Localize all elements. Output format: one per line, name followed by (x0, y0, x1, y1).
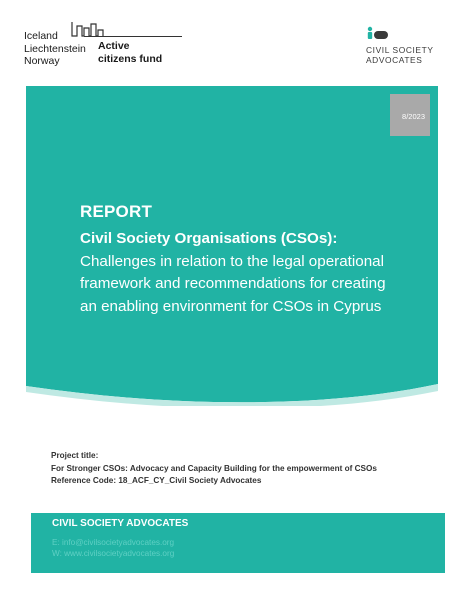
footer-contact-details (52, 537, 174, 559)
partner-name-line-1: CIVIL SOCIETY (366, 45, 434, 55)
report-title-subtitle: Challenges in relation to the legal operational framework and recommendations for creating an enabling environment for CSOs in Cyprus (80, 252, 386, 315)
fund-name (98, 40, 162, 65)
fund-name-line-2: citizens fund (98, 52, 163, 65)
logo-divider-line (84, 36, 182, 37)
report-label: REPORT (80, 202, 153, 221)
project-info (51, 450, 377, 488)
date-badge (390, 94, 430, 136)
contact-website-link[interactable]: W: www.civilsocietyadvocates.org (52, 549, 175, 558)
footer-org-name: CIVIL SOCIETY ADVOCATES (52, 518, 189, 529)
country-iceland: Iceland (24, 30, 58, 42)
fund-name-line-1: Active (98, 40, 130, 52)
civil-society-advocates-logo (360, 26, 436, 66)
report-date: 8/2023 (402, 112, 425, 121)
project-title: For Stronger CSOs: Advocacy and Capacity Building for the empowerment of CSOs (51, 463, 377, 473)
project-heading: Project title: (51, 451, 99, 460)
cover-band (26, 86, 438, 406)
report-title-main: Civil Society Organisations (CSOs): (80, 230, 338, 247)
country-norway: Norway (24, 55, 60, 67)
report-title (80, 228, 400, 318)
footer-contact-box (31, 513, 445, 573)
contact-email-link[interactable]: E: info@civilsocietyadvocates.org (52, 538, 175, 547)
active-citizens-fund-logo (24, 22, 164, 68)
country-liechtenstein: Liechtenstein (24, 42, 86, 55)
reference-code: Reference Code: 18_ACF_CY_Civil Society Advocates (51, 476, 262, 485)
people-mark-icon (366, 26, 390, 40)
partner-name-line-2: ADVOCATES (366, 55, 423, 65)
partner-name (366, 45, 434, 65)
